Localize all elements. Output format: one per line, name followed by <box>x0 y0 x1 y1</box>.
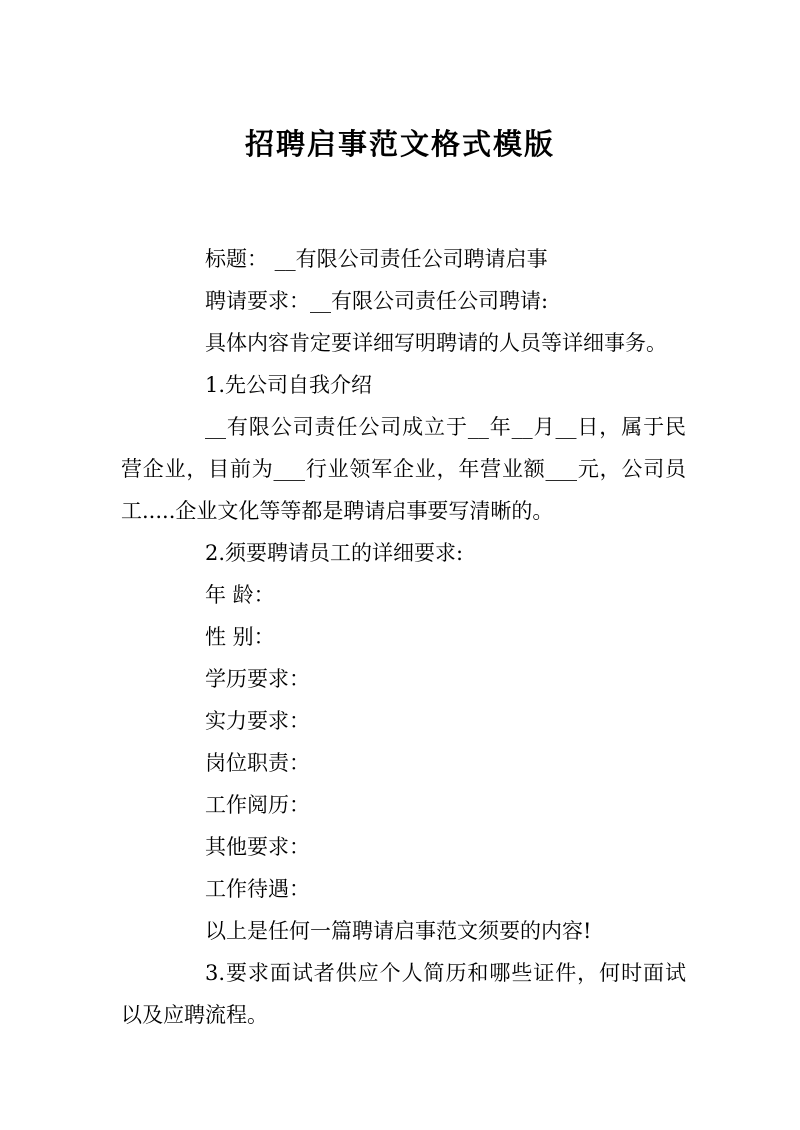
heading-line: 标题： __有限公司责任公司聘请启事 <box>205 247 548 271</box>
age-label: 年 龄： <box>205 583 275 607</box>
experience-label: 工作阅历： <box>205 793 310 817</box>
document-title: 招聘启事范文格式模版 <box>244 127 555 161</box>
section3-paragraph: 3.要求面试者供应个人简历和哪些证件，何时面试以及应聘流程。 <box>121 961 686 1027</box>
ability-label: 实力要求： <box>205 709 310 733</box>
requirement-line: 聘请要求：__有限公司责任公司聘请: <box>205 289 549 313</box>
education-label: 学历要求： <box>205 667 310 691</box>
duties-label: 岗位职责： <box>205 751 310 775</box>
document-body <box>121 238 686 1036</box>
gender-label: 性 别： <box>205 625 275 649</box>
summary-line: 以上是任何一篇聘请启事范文须要的内容! <box>205 919 592 943</box>
section2-heading: 2.须要聘请员工的详细要求: <box>205 541 464 565</box>
salary-label: 工作待遇： <box>205 877 310 901</box>
section1-paragraph: __有限公司责任公司成立于__年__月__日，属于民营企业，目前为___行业领军企业，年营业额___元，公司员工.....企业文化等等都是聘请启事要写清晰的。 <box>121 415 686 523</box>
section1-heading: 1.先公司自我介绍 <box>205 373 373 397</box>
other-label: 其他要求： <box>205 835 310 859</box>
content-line: 具体内容肯定要详细写明聘请的人员等详细事务。 <box>205 331 667 355</box>
